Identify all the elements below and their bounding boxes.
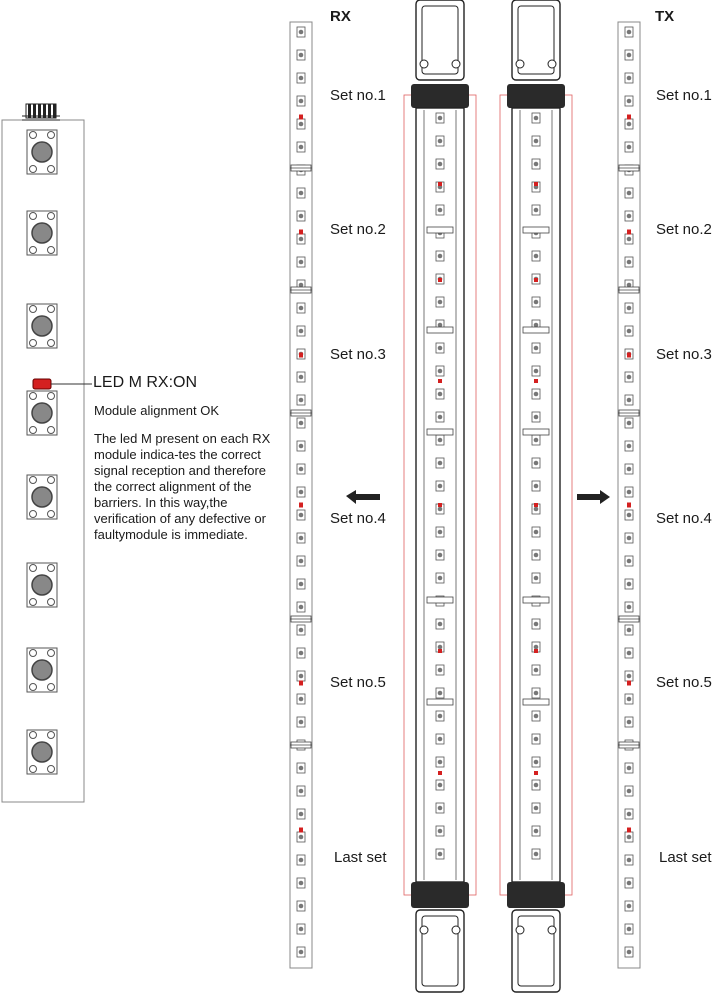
magnified-led-chip bbox=[27, 563, 57, 607]
rx-set-label-1: Set no.1 bbox=[330, 87, 386, 104]
tx-header: TX bbox=[655, 8, 675, 25]
led-chip bbox=[625, 188, 633, 198]
led-chip bbox=[436, 826, 444, 836]
led-chip bbox=[297, 786, 305, 796]
rx-header: RX bbox=[330, 8, 351, 25]
led-chip bbox=[532, 711, 540, 721]
led-chip bbox=[625, 372, 633, 382]
led-m-indicator bbox=[438, 771, 442, 775]
top-end-cap bbox=[507, 84, 565, 108]
led-chip bbox=[436, 297, 444, 307]
module-divider bbox=[427, 429, 453, 435]
led-chip bbox=[625, 855, 633, 865]
magnified-led-chip bbox=[27, 304, 57, 348]
led-chip bbox=[297, 809, 305, 819]
led-chip bbox=[297, 188, 305, 198]
led-chip bbox=[625, 211, 633, 221]
led-chip bbox=[297, 50, 305, 60]
magnified-led-chip bbox=[27, 211, 57, 255]
led-chip bbox=[625, 234, 633, 244]
led-chip bbox=[436, 527, 444, 537]
led-chip bbox=[297, 510, 305, 520]
led-chip bbox=[625, 809, 633, 819]
module-divider bbox=[427, 699, 453, 705]
tx-set-label-4: Set no.4 bbox=[656, 510, 712, 527]
led-chip bbox=[625, 418, 633, 428]
module-divider bbox=[523, 597, 549, 603]
led-chip bbox=[625, 832, 633, 842]
led-chip bbox=[297, 602, 305, 612]
module-divider bbox=[427, 597, 453, 603]
led-chip bbox=[625, 257, 633, 267]
led-chip bbox=[436, 113, 444, 123]
led-chip bbox=[625, 717, 633, 727]
led-chip bbox=[625, 694, 633, 704]
led-chip bbox=[436, 665, 444, 675]
led-chip bbox=[436, 389, 444, 399]
led-chip bbox=[297, 372, 305, 382]
led-chip bbox=[297, 947, 305, 957]
led-m-indicator bbox=[534, 278, 538, 282]
bottom-end-cap bbox=[507, 882, 565, 908]
led-chip bbox=[297, 418, 305, 428]
led-m-indicator bbox=[627, 353, 631, 358]
led-chip bbox=[436, 849, 444, 859]
led-m-indicator bbox=[438, 503, 442, 507]
led-m-indicator bbox=[299, 353, 303, 358]
tx-set-label-1: Set no.1 bbox=[656, 87, 712, 104]
led-chip bbox=[436, 688, 444, 698]
led-chip bbox=[297, 533, 305, 543]
led-chip bbox=[532, 573, 540, 583]
led-chip bbox=[297, 464, 305, 474]
led-chip bbox=[297, 579, 305, 589]
led-chip bbox=[297, 901, 305, 911]
led-chip bbox=[297, 142, 305, 152]
led-chip bbox=[532, 435, 540, 445]
led-chip bbox=[625, 625, 633, 635]
led-chip bbox=[297, 924, 305, 934]
led-chip bbox=[625, 648, 633, 658]
led-chip bbox=[625, 763, 633, 773]
magnified-led-chip bbox=[27, 130, 57, 174]
led-chip bbox=[436, 205, 444, 215]
led-m-indicator bbox=[438, 182, 442, 186]
tx-set-label-2: Set no.2 bbox=[656, 221, 712, 238]
led-chip bbox=[297, 211, 305, 221]
bottom-bracket bbox=[416, 910, 464, 992]
tx-set-label-last: Last set bbox=[659, 849, 712, 866]
led-chip bbox=[532, 343, 540, 353]
led-chip bbox=[297, 832, 305, 842]
led-chip bbox=[297, 395, 305, 405]
led-chip bbox=[436, 619, 444, 629]
right-arrow-icon bbox=[577, 490, 610, 504]
led-callout-subtitle: Module alignment OK bbox=[94, 403, 220, 418]
led-chip bbox=[436, 412, 444, 422]
led-chip bbox=[532, 458, 540, 468]
led-chip bbox=[532, 251, 540, 261]
bottom-end-cap bbox=[411, 882, 469, 908]
led-chip bbox=[532, 757, 540, 767]
led-chip bbox=[297, 119, 305, 129]
led-m-indicator bbox=[299, 230, 303, 235]
module-divider bbox=[427, 227, 453, 233]
led-chip bbox=[436, 481, 444, 491]
led-m-indicator bbox=[438, 379, 442, 383]
led-chip bbox=[436, 573, 444, 583]
tx-module-strip bbox=[618, 22, 640, 968]
led-chip bbox=[297, 855, 305, 865]
led-chip bbox=[625, 142, 633, 152]
led-chip bbox=[625, 579, 633, 589]
rx-set-label-3: Set no.3 bbox=[330, 346, 386, 363]
led-chip bbox=[532, 113, 540, 123]
led-chip bbox=[436, 136, 444, 146]
rx-set-label-last: Last set bbox=[334, 849, 387, 866]
led-chip bbox=[297, 625, 305, 635]
led-m-indicator bbox=[299, 503, 303, 508]
led-chip bbox=[532, 297, 540, 307]
led-chip bbox=[297, 234, 305, 244]
led-chip bbox=[625, 878, 633, 888]
led-callout-title: LED M RX:ON bbox=[93, 374, 198, 391]
led-chip bbox=[436, 734, 444, 744]
led-chip bbox=[297, 326, 305, 336]
led-chip bbox=[297, 96, 305, 106]
led-chip bbox=[532, 527, 540, 537]
module-divider bbox=[523, 429, 549, 435]
module-divider bbox=[523, 699, 549, 705]
led-chip bbox=[625, 556, 633, 566]
led-callout-paragraph: The led M present on each RX module indica-tes the correct signal reception and therefore the correct alignment of the barriers. In this way,the verification of any defective or faultymodule is immediate. bbox=[94, 431, 271, 542]
led-chip bbox=[436, 159, 444, 169]
rx-module-strip bbox=[290, 22, 312, 968]
led-chip bbox=[297, 487, 305, 497]
led-chip bbox=[625, 487, 633, 497]
led-chip bbox=[532, 688, 540, 698]
led-chip bbox=[436, 251, 444, 261]
led-chip bbox=[297, 878, 305, 888]
magnified-led-chip bbox=[27, 391, 57, 435]
rx-set-label-5: Set no.5 bbox=[330, 674, 386, 691]
led-m-indicator bbox=[299, 681, 303, 686]
led-chip bbox=[625, 96, 633, 106]
led-m-indicator bbox=[627, 115, 631, 120]
magnified-led-chip bbox=[27, 730, 57, 774]
led-chip bbox=[532, 366, 540, 376]
led-chip bbox=[297, 556, 305, 566]
led-chip bbox=[625, 510, 633, 520]
led-m-indicator bbox=[438, 649, 442, 653]
led-chip bbox=[625, 786, 633, 796]
led-chip bbox=[625, 602, 633, 612]
led-chip bbox=[625, 50, 633, 60]
led-chip bbox=[532, 619, 540, 629]
led-chip bbox=[436, 550, 444, 560]
led-chip bbox=[532, 826, 540, 836]
led-m-indicator bbox=[438, 278, 442, 282]
led-chip bbox=[532, 136, 540, 146]
led-chip bbox=[532, 159, 540, 169]
left-arrow-icon bbox=[346, 490, 380, 504]
led-chip bbox=[625, 901, 633, 911]
led-chip bbox=[436, 757, 444, 767]
led-m-indicator bbox=[534, 771, 538, 775]
led-m-indicator bbox=[627, 503, 631, 508]
magnified-led-chip bbox=[27, 648, 57, 692]
led-chip bbox=[297, 671, 305, 681]
magnified-rx-module bbox=[2, 104, 92, 802]
led-m-indicator bbox=[627, 828, 631, 833]
led-chip bbox=[436, 435, 444, 445]
led-chip bbox=[532, 412, 540, 422]
led-chip bbox=[436, 343, 444, 353]
rx-barrier-profile bbox=[404, 0, 476, 992]
led-m-indicator bbox=[627, 230, 631, 235]
led-m-indicator bbox=[33, 379, 51, 389]
led-chip bbox=[625, 441, 633, 451]
led-chip bbox=[532, 803, 540, 813]
led-chip bbox=[297, 303, 305, 313]
led-chip bbox=[625, 303, 633, 313]
led-chip bbox=[297, 717, 305, 727]
led-chip bbox=[297, 27, 305, 37]
magnified-led-chip bbox=[27, 475, 57, 519]
led-chip bbox=[625, 73, 633, 83]
led-chip bbox=[297, 648, 305, 658]
led-chip bbox=[532, 780, 540, 790]
led-chip bbox=[297, 441, 305, 451]
led-chip bbox=[436, 366, 444, 376]
led-chip bbox=[625, 326, 633, 336]
module-divider bbox=[523, 327, 549, 333]
led-chip bbox=[297, 73, 305, 83]
led-chip bbox=[625, 533, 633, 543]
tx-set-label-3: Set no.3 bbox=[656, 346, 712, 363]
led-chip bbox=[625, 27, 633, 37]
led-m-indicator bbox=[299, 115, 303, 120]
led-m-indicator bbox=[299, 828, 303, 833]
top-end-cap bbox=[411, 84, 469, 108]
module-divider bbox=[523, 227, 549, 233]
led-m-indicator bbox=[534, 503, 538, 507]
led-chip bbox=[625, 947, 633, 957]
led-chip bbox=[532, 389, 540, 399]
led-chip bbox=[532, 550, 540, 560]
tx-set-label-5: Set no.5 bbox=[656, 674, 712, 691]
led-chip bbox=[532, 481, 540, 491]
module-connector bbox=[22, 104, 60, 120]
led-m-indicator bbox=[534, 379, 538, 383]
bottom-bracket bbox=[512, 910, 560, 992]
tx-barrier-profile bbox=[500, 0, 572, 992]
led-chip bbox=[625, 464, 633, 474]
led-chip bbox=[297, 763, 305, 773]
module-divider bbox=[427, 327, 453, 333]
led-chip bbox=[532, 734, 540, 744]
led-chip bbox=[625, 119, 633, 129]
led-chip bbox=[436, 711, 444, 721]
led-chip bbox=[436, 803, 444, 813]
rx-set-label-2: Set no.2 bbox=[330, 221, 386, 238]
led-chip bbox=[625, 924, 633, 934]
led-chip bbox=[297, 694, 305, 704]
led-chip bbox=[532, 849, 540, 859]
led-chip bbox=[297, 257, 305, 267]
led-chip bbox=[532, 205, 540, 215]
led-chip bbox=[436, 780, 444, 790]
led-m-indicator bbox=[627, 681, 631, 686]
led-chip bbox=[436, 458, 444, 468]
led-chip bbox=[625, 671, 633, 681]
led-m-indicator bbox=[534, 649, 538, 653]
rx-set-label-4: Set no.4 bbox=[330, 510, 386, 527]
led-chip bbox=[625, 395, 633, 405]
led-m-indicator bbox=[534, 182, 538, 186]
led-chip bbox=[532, 665, 540, 675]
